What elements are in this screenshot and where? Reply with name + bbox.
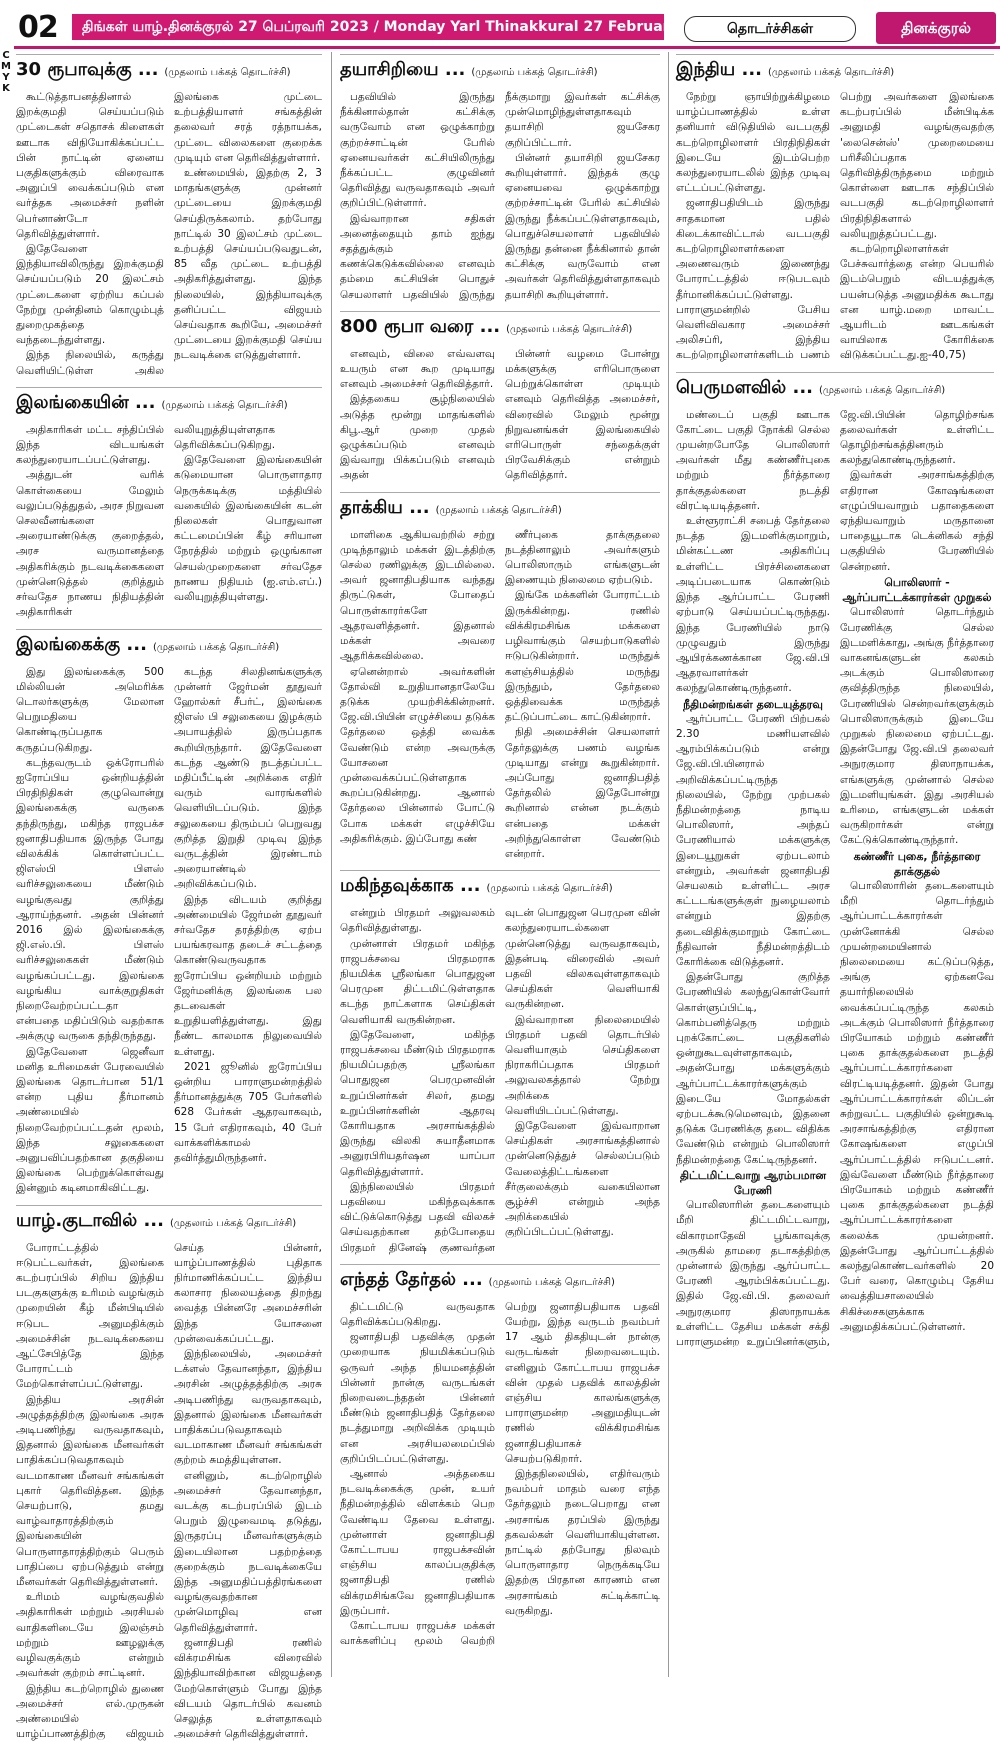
article-headline: [340, 1264, 660, 1294]
article: [16, 1205, 322, 1742]
paragraph: ஜனாதிபதி பதவிக்கு முதன் முறையாக நியமிக்கப்படும் ஒருவர் அந்த நியமனத்தின் பின்னர் நான்கு வருடங்கள் நிறைவடைந்ததன் பின்னர் மீண்டும் ஜனாதிபதித் தேர்தலை நடத்துமாறு அறிவிக்க முடியும் என அரசியலமைப்பில் குறிப்பிடப்பட்டுள்ளது.: [340, 1331, 495, 1465]
continuation-note: (முதலாம் பக்கத் தொடர்ச்சி): [471, 67, 598, 78]
article-body: [16, 665, 322, 1197]
paragraph: கடற்றொழிலாளர்கள் பேச்சுவார்த்தை என்ற பெயரில் இடம்பெறும் விடயத்துக்கு பயன்படுத்த அனுமதிக்க கூடாது என யாழ்.மறை மாவட்ட ஆயரிடம் ஊடகங்கள் வாயிலாக கோரிக்கை விடுக்கப்பட்டது.ஐ-40,75): [840, 243, 994, 362]
paragraph: ஏனென்றால் அவர்களின் தோல்வி உறுதியானதாலேயே தடுக்க முயற்சிக்கின்றனர். ஜே.வி.பியின் எழுச்சியை தடுக்க தேர்தலை ஒத்தி வைக்க வேண்டும் என்ற அவருக்கு யோசனை முன்வைக்கப்பட்டுள்ளதாக கூறப்படுகின்றது. ஆனால் தேர்தலை பின்னால் போட்டு போக மக்கள் எழுச்சியே அதிகரிக்கும். இப்போது கண்: [340, 665, 495, 845]
paragraph: இவ்வாறான நிலைமையில் பிரதமர் பதவி தொடர்பில் வெளியாகும் செய்திகளை நிராகரிப்பதாக பிரதமர் அலுவலகத்தால் நேற்று அறிக்கை வெளியிடப்பட்டுள்ளது.: [505, 1013, 660, 1117]
column-middle: [340, 52, 660, 1677]
article: [340, 870, 660, 1256]
headline-text: மகிந்தவுக்காக ...: [340, 875, 481, 897]
paragraph: இந்நிலையில், அமைச்சர் டக்ளஸ் தேவானந்தா, இந்திய அரசின் அழுத்தத்திற்கு அரசு அடிபணிந்து வருவதாகவும், இதனால் இலங்கை மீனவர்கள் பாதிக்கப்படுவதாகவும் வடமாகாண மீனவர் சங்கங்கள் குற்றம் சுமத்தியுள்ளன.: [174, 1348, 322, 1467]
headline-text: இந்திய ...: [676, 59, 763, 80]
paragraph: நேற்று ஞாயிற்றுக்கிழமை யாழ்ப்பாணத்தில் உள்ள தனியார் விடுதியில் வடபகுதி கடற்றொழிலாளர் பிரதிநிதிகள் இடையே இடம்பெற்ற கலந்துரையாடலில் இந்த முடிவு எட்டப்பட்டுள்ளது.: [676, 91, 830, 195]
paragraph: இந்திய அரசின் அழுத்தத்திற்கு இலங்கை அரசு அடிபணிந்து வருவதாகவும், இதனால் இலங்கை மீனவர்கள் பாதிக்கப்படுவதாகவும் வடமாகாண மீனவர் சங்கங்கள் புகார் தெரிவித்தன. இந்த செயற்பாடு, தமது வாழ்வாதாரத்திற்கும் இலங்கையின் பொருளாதாரத்திற்கும் பெரும் பாதிப்பை ஏற்படுத்தும் என்று மீனவர்கள் தெரிவித்துள்ளனர்.: [16, 1393, 164, 1589]
headline-text: தயாசிறியை ...: [340, 59, 466, 80]
continuation-note: (முதலாம் பக்கத் தொடர்ச்சி): [488, 1276, 615, 1288]
article-body: [16, 423, 322, 621]
paragraph: கூட்டுத்தாபனத்தினால் இறக்குமதி செய்யப்படும் முட்டைகள் சதொசக் கிளைகள் ஊடாக விநியோகிக்கப்பட்ட பின் நாட்டின் ஏனைய பகுதிகளுக்கும் விரைவாக அனுப்பி வைக்கப்படும் என வர்த்தக அமைச்சர் நளின் பெர்னாண்டோ தெரிவித்துள்ளார்.: [16, 91, 164, 240]
article-headline: [676, 54, 994, 84]
article-headline: [340, 311, 660, 341]
article-headline: [16, 387, 322, 417]
headline-text: 30 ரூபாவுக்கு ...: [16, 59, 159, 80]
paragraph: முன்னாள் பிரதமர் மகிந்த ராஜபக்சவை பிரதமராக நியமிக்க ஸ்ரீலங்கா பொதுஜன பெரமுன திட்டமிட்டுள்ளதாக கடந்த நாட்களாக செய்திகள் வெளியாகி வருகின்றன.: [340, 937, 495, 1026]
paragraph: உள்ளூராட்சி சபைத் தேர்தலை நடத்த இடமளிக்குமாறும், மின்கட்டண அதிகரிப்பு உள்ளிட்ட பிரச்சினைகளை அடிப்படையாக கொண்டும் இந்த ஆர்ப்பாட்ட பேரணி ஏற்பாடு செய்யப்பட்டிருந்தது. இந்த பேரணியில் நாடு முழுவதும் இருந்து ஆயிரக்கணக்கான ஜே.வி.பி ஆதரவாளர்கள் கலந்துகொண்டிருந்தனர்.: [676, 515, 830, 695]
paragraph: ஜனாதிபதி ரணில் விக்ரமசிங்க விரைவில் இந்தியாவிற்கான விஜயத்தை மேற்கொள்ளும் போது இந்த விடயம் தொடர்பில் கவனம் செலுத்த உள்ளதாகவும் அமைச்சர் தெரிவித்துள்ளார்.: [174, 1636, 322, 1741]
paragraph: இதேவேளை இலங்கையின் கடுமையான பொருளாதார நெருக்கடிக்கு மத்தியில் வகையில் இலங்கையின் கடன் நிலைகள் பொதுவான கட்டமைப்பின் கீழ் சரியான நேரத்தில் மற்றும் ஒழுங்கான செயல்முறைகளை சர்வதேச நாணய நிதியம் (ஐ.எம்.எப்.) வலியுறுத்தியுள்ளது.: [174, 454, 322, 604]
paragraph: இது இலங்கைக்கு 500 மில்லியன் அமெரிக்க டொலர்களுக்கு மேலான பெறுமதியை கொண்டிருப்பதாக கருதப்படுகிறது.: [16, 665, 164, 754]
paragraph: ஆர்ப்பாட்ட பேரணி பிற்பகல் 2.30 மணியளவில் ஆரம்பிக்கப்படும் என்று ஜே.வி.பி.யினரால் அறிவிக்கப்பட்டிருந்த நிலையில், நேற்று முற்பகல் நீதிமன்றத்தை நாடிய பொலிஸார், அந்தப் பேரணியால் மக்களுக்கு இடையூறுகள் ஏற்படலாம் என்றும், அவர்கள் ஜனாதிபதி செயலகம் உள்ளிட்ட அரச கட்டடங்களுக்குள் நுழையலாம் என்றும் இதற்கு தடைவிதிக்குமாறும் கோட்டை நீதிவான் நீதிமன்றத்திடம் கோரிக்கை விடுத்தனர்.: [676, 712, 830, 968]
paragraph: பொலிஸார் தொடர்ந்தும் பேரணிக்கு செல்ல இடமளிக்காது, அங்கு நீர்த்தாரை வாகனங்களுடன் கலகம் அடக்கும் பொலிஸாரை குவித்திருந்த நிலையில், பேரணியில் சென்றவர்களுக்கும் பொலிஸாருக்கும் இடையே முறுகல் நிலைமை ஏற்பட்டது. இதன்போது ஜே.வி.பி தலைவர் அநுரகுமார திஸாநாயக்க, எங்களுக்கு முன்னால் செல்ல இடமளியுங்கள். இது அரசியல் உரிமை, எங்களுடன் மக்கள் வருகிறார்கள் என்று கேட்டுக்கொண்டிருந்தார்.: [840, 606, 994, 847]
subheading: நீதிமன்றங்கள் தடையுத்தரவு: [683, 697, 823, 711]
paragraph: அத்துடன் வரிக் கொள்கையை மேலும் வலுப்படுத்துதல், அரச நிறுவன செலவீனங்களை அரையாண்டுக்கு குறைத்தல், அரச வருமானத்தை அதிகரிக்கும் நடவடிக்கைகளை முன்னெடுத்தல் குறித்தும் சர்வதேச நாணய நிதியத்தின் அதிகாரிகள் வலியுறுத்தியுள்ளதாக தெரிவிக்கப்படுகிறது.: [16, 423, 276, 619]
paragraph: எனினும், கடற்றொழில் அமைச்சர் தேவானந்தா, வடக்கு கடற்பரப்பில் இடம் பெறும் இழுவைமடி தடுத்து, இருதரப்பு மீனவர்களுக்கும் இடையிலான பதற்றத்தை குறைக்கும் நடவடிக்கையே இந்த அனுமதிப்பத்திரங்களை வழங்குவதற்கான முன்மொழிவு என தெரிவித்துள்ளார்.: [174, 1469, 322, 1634]
paragraph: இதேவேளை இவ்வாறான செய்திகள் அரசாங்கத்தினால் முன்னெடுத்துச் செல்லப்படும் வேலைத்திட்டங்களை சீர்குலைக்கும் வகையிலான சூழ்ச்சி என்றும் அந்த அறிக்கையில் குறிப்பிடப்பட்டுள்ளது.: [505, 1119, 660, 1239]
page-header: [14, 10, 1000, 49]
continuation-note: (முதலாம் பக்கத் தொடர்ச்சி): [768, 67, 895, 78]
paragraph: பொலிஸாரின் தடைகளையும் மீறி திட்டமிட்டவாறு, விகாரமாதேவி பூங்காவுக்கு அருகில் தாமரை தடாகத்திற்கு முன்னால் இருந்து ஆர்ப்பாட்ட பேரணி ஆரம்பிக்கப்பட்டது. இதில் ஜே.வி.பி. தலைவர் அநுரகுமார திஸாநாயக்க உள்ளிட்ட தேசிய மக்கள் சக்தி பாராளுமன்ற உறுப்பினர்களும், ஜே.வி.பியின் தொழிற்சங்க தலைவர்கள் உள்ளிட்ட தொழிற்சங்கத்தினரும் கலந்துகொண்டிருந்தனர்.: [676, 408, 994, 1349]
newspaper-logo: தினக்குரல்: [876, 12, 996, 44]
paragraph: பதவியில் இருந்து நீக்கினால்தான் கட்சிக்கு வருவோம் என ஒழுக்காற்று குற்றச்சாட்டின் பேரில் ஏனையவர்கள் கட்சியிலிருந்து நீக்கப்பட்ட குழுவினர் தெரிவித்து வருவதாகவும் அவர் குறிப்பிட்டுள்ளார்.: [340, 91, 495, 210]
paragraph: கடந்த சிலதினங்களுக்கு முன்னர் ஜேர்மன் தூதுவர் ஹோல்கர் சீபர்ட், இலங்கை ஜிஎஸ் பி சலுகையை இழக்கும் அபாயத்தில் இருப்பதாக கூறியிருந்தார். இதேவேளை கடந்த ஆண்டு நடத்தப்பட்ட மதிப்பீட்டின் அறிக்கை எதிர் வரும் வாரங்களில் வெளியிடப்படும். இந்த சலுகையை திரும்பப் பெறுவது குறித்த இறுதி முடிவு இந்த வருடத்தின் இரண்டாம் அரையாண்டில் அறிவிக்கப்படும்.: [174, 665, 322, 891]
headline-text: பெருமளவில் ...: [676, 376, 814, 398]
paragraph: திட்டமிட்டு வருவதாக தெரிவிக்கப்படுகிறது.: [340, 1300, 495, 1329]
headline-text: எந்தத் தேர்தல் ...: [340, 1268, 483, 1290]
paragraph: இந்நிலையில் பிரதமர் பதவியை மகிந்தவுக்காக விட்டுக்கொடுத்து பதவி விலகச் செய்வதற்கான தற்போதைய பிரதமர் தினேஷ் குணவர்தன வுடன் பொதுஜன பெரமுன வின் கலந்துரையாடல்களை முன்னெடுத்து வருவதாகவும், இதன்படி விரைவில் அவர் பதவி விலகவுள்ளதாகவும் செய்திகள் வெளியாகி வருகின்றன.: [340, 907, 660, 1254]
article-body: [676, 408, 994, 1351]
article-body: [340, 1300, 660, 1650]
article: [676, 372, 994, 1351]
paragraph: அதிகாரிகள் மட்ட சந்திப்பில் இந்த விடயங்கள் கலந்துரையாடப்பட்டுள்ளது.: [16, 423, 164, 467]
article: [340, 492, 660, 862]
paragraph: 2021 ஜூனில் ஐரோப்பிய ஒன்றிய பாராளுமன்றத்தில் தீர்மானத்துக்கு 705 பேர்களில் 628 பேர்கள் ஆதரவாகவும், 15 பேர் எதிராகவும், 40 பேர் வாக்களிக்காமல் தவிர்த்துமிருந்தனர்.: [174, 1060, 322, 1164]
continuation-note: (முதலாம் பக்கத் தொடர்ச்சி): [435, 504, 562, 516]
paragraph: ஜனாதிபதியிடம் இருந்து சாதகமான பதில் கிடைக்காவிட்டால் வடபகுதி கடற்றொழிலாளர்களை அணைவரும் இணைந்து போராட்டத்தில் ஈடுபடவும் தீர்மானிக்கப்பட்டுள்ளது. பாராளுமன்றில் பேசிய வெளிவிவகார அமைச்சர் அலிசப்ரி, இந்திய கடற்றொழிலாளர்களிடம் பணம் பெற்று அவர்களை இலங்கை கடற்பரப்பில் மீன்பிடிக்க அனுமதி வழங்குவதற்கு 'லைசென்ஸ்' முறைமையை பரிசீலிப்பதாக தெரிவித்திருந்தமை மற்றும் கொள்ளை ஊடாக சந்திப்பில் வடபகுதி கடற்றொழிலாளர் பிரதிநிதிகளால் வலியுறுத்தப்பட்டது.: [676, 91, 994, 362]
paragraph: இவ்வாறான சதிகள் அனைத்தையும் தாம் ஐந்து சதத்துக்கும் கணக்கெடுக்கவில்லை எனவும் தம்மை கட்சியின் பொதுச் செயலாளர் பதவியில் இருந்து நீக்குமாறு இவர்கள் கட்சிக்கு முன்மொழிந்துள்ளதாகவும் தயாசிறி ஜயசேகர குறிப்பிட்டார்.: [340, 91, 660, 301]
paragraph: இந்த நிலையில், கருத்து வெளியிட்டுள்ள அகில இலங்கை முட்டை உற்பத்தியாளர் சங்கத்தின் தலைவர் சரத் ரத்நாயக்க, முட்டை விலைகளை குறைக்க முடியும் என தெரிவித்துள்ளார்.: [16, 91, 322, 377]
subheading: பொலிஸார் - ஆர்ப்பாட்டக்காரர்கள் முறுகல்: [842, 575, 992, 605]
paragraph: இந்திய கடற்றொழில் துணை அமைச்சர் எல்.முருகன் அண்மையில் யாழ்ப்பாணத்திற்கு விஜயம் செய்த பின்னர், யாழ்ப்பாணத்தில் புதிதாக நிர்மாணிக்கப்பட்ட இந்திய கலாசார நிலையத்தை திறந்து வைத்த பின்னரே அமைச்சரின் இந்த யோசனை முன்வைக்கப்பட்டது.: [16, 1241, 322, 1741]
continuation-note: (முதலாம் பக்கத் தொடர்ச்சி): [486, 883, 613, 895]
paragraph: என்றும் பிரதமர் அலுவலகம் தெரிவித்துள்ளது.: [340, 907, 495, 935]
cmyk-y: Y: [2, 72, 10, 83]
article: [340, 54, 660, 303]
article-headline: [340, 870, 660, 900]
paragraph: பொலிஸாரின் தடைகளையும் மீறி தொடர்ந்தும் ஆர்ப்பாட்டக்காரர்கள் முன்னோக்கி செல்ல முயன்றமையினால் நிலைமையை கட்டுப்படுத்த, அங்கு ஏற்கனவே தயார்நிலையில் வைக்கப்பட்டிருந்த கலகம் அடக்கும் பொலிஸார் நீர்த்தாரை பிரயோகம் மற்றும் கண்ணீர் புகை தாக்குதல்களை நடத்தி ஆர்ப்பாட்டக்காரர்களை விரட்டியடித்தனர். இதன் போது ஆர்ப்பாட்டக்காரர்கள் லிப்டன் சுற்றுவட்ட பகுதியில் ஒன்றுகூடி அரசாங்கத்திற்கு எதிரான கோஷங்களை எழுப்பி ஆர்ப்பாட்டத்தில் ஈடுபட்டனர். இவ்வேளை மீண்டும் நீர்த்தாரை பிரயோகம் மற்றும் கண்ணீர் புகை தாக்குதல்களை நடத்தி ஆர்ப்பாட்டக்காரர்களை கலைக்க முயன்றனர். இதன்போது ஆர்ப்பாட்டத்தில் கலந்துகொண்டவர்களில் 20 பேர் வரை, கொழும்பு தேசிய வைத்தியசாலையில் சிகிச்சைகளுக்காக அனுமதிக்கப்பட்டுள்ளனர்.: [840, 879, 994, 1333]
column-right: [676, 52, 994, 1677]
paragraph: உண்மையில், இதற்கு 2, 3 மாதங்களுக்கு முன்னர் முட்டையை இறக்குமதி செய்திருக்கலாம். தற்போது நாட்டில் 30 இலட்சம் முட்டை உற்பத்தி செய்யப்படுவதுடன், 85 வீத முட்டை உற்பத்தி அதிகரித்துள்ளது. இந்த நிலையில், இந்தியாவுக்கு தனிப்பட்ட விஜயம் செய்வதாக கூறியே, அமைச்சர் முட்டையை இறக்குமதி செய்ய நடவடிக்கை எடுத்துள்ளார்.: [174, 167, 322, 362]
article-headline: [340, 54, 660, 84]
paragraph: பின்னர் தயாசிறி ஜயசேகர கூறியுள்ளார். இந்தக் குழு ஏனையவை ஒழுக்காற்று குற்றச்சாட்டின் பேரில் கட்சியில் இருந்து நீக்கப்பட்டுள்ளதாகவும், பொதுச்செயலாளர் பதவியில் இருந்து தன்னை நீக்கினால் தான் கட்சிக்கு வருவோம் என அவர்கள் தெரிவித்துள்ளதாகவும் தயாசிறி கூறியுள்ளார்.: [505, 151, 660, 301]
paragraph: மாளிகை ஆகியவற்றில் சற்று முடிந்தாலும் மக்கள் இடத்திற்கு செல்ல ரணிலுக்கு இடமில்லை. அவர் ஜனாதிபதியாக வந்தது திருட்டுகள், போதைப் பொருள்காரர்களே ஆதரவளித்தனர். இதனால் மக்கள் அவரை ஆதரிக்கவில்லை.: [340, 528, 495, 663]
paragraph: ணீர்புகை தாக்குதலை நடத்தினாலும் அவர்களும் பொலிஸாரும் எங்களுடன் இணையும் நிலைமை ஏற்படும்.: [505, 528, 660, 587]
paragraph: இதேவேளை, மகிந்த ராஜபக்சவை மீண்டும் பிரதமராக நியமிப்பதற்கு ஸ்ரீலங்கா பொதுஜன பெரமுனவின் உறுப்பினர்கள் சிலர், தமது உறுப்பினர்களின் ஆதரவு கோரியதாக அரசாங்கத்தில் இருந்து விலகி சுயாதீனமாக அனுரபிரியதர்ஷன யாப்பா தெரிவித்துள்ளார்.: [340, 1028, 495, 1178]
continuation-note: (முதலாம் பக்கத் தொடர்ச்சி): [169, 1217, 297, 1229]
column-left: [16, 52, 322, 1741]
paragraph: இந்த விடயம் குறித்து அண்மையில் ஜேர்மன் தூதுவர் சர்வதேச தரத்திற்கு ஏற்ப பயங்கரவாத தடைச் சட்டத்தை கொண்டுவருவதாக ஐரோப்பிய ஒன்றியம் மற்றும் ஜேர்மனிக்கு இலங்கை பல தடவைகள் உறுதியளித்துள்ளது. இது நீண்ட காலமாக நிலுவையில் உள்ளது.: [174, 893, 322, 1058]
article-body: [16, 90, 322, 379]
paragraph: இதேவேளை இந்தியாவிலிருந்து இறக்குமதி செய்யப்படும் 20 இலட்சம் முட்டைகளை ஏற்றிய கப்பல் நேற்று முன்தினம் கொழும்புத் துறைமுகத்தை வந்தடைந்துள்ளது.: [16, 243, 164, 347]
paragraph: ஆனால் அத்தகைய நடவடிக்கைக்கு முன், உயர் நீதிமன்றத்தில் விளக்கம் பெற வேண்டிய தேவை உள்ளது. முன்னாள் ஜனாதிபதி கோட்டாபய ராஜபக்சவின் எஞ்சிய காலப்பகுதிக்கு ஜனாதிபதி ரணில் விக்ரமசிங்கவே ஜனாதிபதியாக இருப்பார்.: [340, 1468, 495, 1617]
article: [16, 54, 322, 379]
continuation-note: (முதலாம் பக்கத் தொடர்ச்சி): [152, 641, 280, 653]
article-body: [16, 1241, 322, 1742]
cmyk-m: M: [1, 61, 11, 72]
article-headline: [16, 629, 322, 659]
headline-text: யாழ்.குடாவில் ...: [16, 1209, 164, 1231]
article: [16, 629, 322, 1197]
cmyk-c: C: [2, 50, 10, 61]
paragraph: கடந்தவருடம் ஒக்ரோபரில் ஐரோப்பிய ஒன்றியத்தின் பிரதிநிதிகள் குழுவொன்று இலங்கைக்கு வருகை தந்திருந்து, மகிந்த ராஜபக்ச ஜனாதிபதியாக இருந்த போது விலக்கிக் கொள்ளப்பட்ட ஜிஎஸ்பி பிளஸ் வரிச்சலுகையை மீண்டும் வழங்குவது குறித்து ஆராய்ந்தனர். அதன் பின்னர் 2016 இல் இலங்கைக்கு ஜி.எஸ்.பி. பிளஸ் வரிச்சலுகைகள் மீண்டும் வழங்கப்பட்டது. இலங்கை வழங்கிய வாக்குறுதிகள் நிறைவேற்றப்பட்டதா என்பதை மதிப்பிடும் வதற்காக அக்குழு வருகை தந்திருந்தது.: [16, 756, 164, 1043]
paragraph: இவர்கள் அரசாங்கத்திற்கு எதிரான கோஷங்களை எழுப்பியவாறும் பதாதைகளை ஏந்தியவாறும் மருதானை பாதையூடாக டெக்னிகல் சந்தி பகுதியில் பேரணியில் சென்றனர்.: [840, 469, 994, 573]
article-body: [340, 528, 660, 862]
section-label: தொடர்ச்சிகள்: [684, 16, 856, 42]
paragraph: போராட்டத்தில் ஈடுபட்டவர்கள், இலங்கை கடற்பரப்பில் சிறிய இந்திய படகுகளுக்கு உரிமம் வழங்கும் முறையின் கீழ் மீன்பிடியில் ஈடுபட அனுமதிக்கும் அமைச்சின் நடவடிக்கையை ஆட்சேபித்தே இந்த போராட்டம் மேற்கொள்ளப்பட்டுள்ளது.: [16, 1241, 164, 1391]
column-divider: [668, 52, 669, 1677]
article-body: [340, 906, 660, 1256]
dateline: திங்கள் யாழ்.தினக்குரல் 27 பெப்ரவரி 2023 / Monday Yarl Thinakkural 27 February 2023: [72, 14, 664, 40]
paragraph: இங்கே மக்களின் போராட்டம் இருக்கின்றது. ரணில் விக்கிரமசிங்க மக்களை பழிவாங்கும் செயற்பாடுகளில் ஈடுபடுகின்றார். மருந்துக் களஞ்சியத்தில் மருந்து இருந்தும், தேர்தலை ஒத்திவைக்க மருந்துத் தட்டுப்பாட்டை காட்டுகின்றார்.: [505, 589, 660, 724]
headline-text: தாக்கிய ...: [340, 496, 430, 518]
paragraph: பின்னர் வழமை போன்று மக்களுக்கு எரிபொருளை பெற்றுக்கொள்ள முடியும் எனவும் தெரிவித்த அமைச்சர், விரைவில் மேலும் மூன்று நிறுவனங்கள் இலங்கையில் எரிபொருள் சந்தைக்குள் பிரவேசிக்கும் என்றும் தெரிவித்தார்.: [505, 347, 660, 482]
page-number: 02: [18, 10, 58, 45]
column-divider: [331, 52, 332, 1677]
paragraph: உரிமம் வழங்குவதில் அதிகாரிகள் மற்றும் அரசியல் வாதிகளிடையே இலஞ்சம் மற்றும் ஊழலுக்கு வழிவகுக்கும் என்றும் அவர்கள் குற்றம் சாட்டினர்.: [16, 1591, 164, 1680]
paragraph: இத்தகைய சூழ்நிலையில் அடுத்த மூன்று மாதங்களில் கிபூ.ஆர் முறை முதல் ஒழுக்கப்படும் எனவும் இவ்வாறு பிக்கப்படும் எனவும் அதன்: [340, 393, 495, 482]
headline-text: இலங்கைக்கு ...: [16, 633, 147, 655]
paragraph: இந்தநிலையில், எதிர்வரும் நவம்பர் மாதம் வரை எந்த தேர்தலும் நடைபெறாது என அரசாங்க தரப்பில் இருந்து தகவல்கள் வெளியாகியுள்ளன. நாட்டில் தற்போது நிலவும் பொருளாதார நெருக்கடியே இதற்கு பிரதான காரணம் என அரசாங்கம் சுட்டிக்காட்டி வருகிறது.: [505, 1468, 660, 1617]
cmyk-marks: [0, 50, 12, 94]
article-body: [340, 90, 660, 303]
continuation-note: (முதலாம் பக்கத் தொடர்ச்சி): [164, 67, 291, 78]
subheading: கண்ணீர் புகை, நீர்த்தாரை தாக்குதல்: [853, 849, 981, 878]
article-headline: [676, 372, 994, 402]
paragraph: இதேவேளை ஜெனீவா மனித உரிமைகள் பேரவையில் இலங்கை தொடர்பான 51/1 என்ற புதிய தீர்மானம் அண்மையில் நிறைவேற்றப்பட்டதன் மூலம், இந்த சலுகைகளை அனுபவிப்பதற்கான தகுதியை இலங்கை பெற்றுக்கொள்வது இன்னும் கடினமாகிவிட்டது.: [16, 1045, 164, 1195]
paragraph: கோட்டாபய ராஜபக்ச மக்கள் வாக்களிப்பு மூலம் வெற்றி பெற்று ஜனாதிபதியாக பதவி யேற்று, இந்த வருடம் நவம்பர் 17 ஆம் திகதியுடன் நான்கு வருடங்கள் நிறைவடையும். எனினும் கோட்டாபய ராஜபக்ச வின் முதல் பதவிக் காலத்தின் எஞ்சிய காலங்களுக்கு பாராளுமன்ற அனுமதியுடன் ரணில் விக்கிரமசிங்க ஜனாதிபதியாகச் செயற்படுகிறார்.: [340, 1300, 660, 1648]
paragraph: இதன்போது குறித்த பேரணியில் கலந்துகொள்வோர் கொள்ளுப்பிட்டி, கொம்பனித்தெரு மற்றும் புறக்கோட்டை பகுதிகளில் ஒன்றுகூடவுள்ளதாகவும், அதன்போது மக்களுக்கும் ஆர்ப்பாட்டக்காரர்களுக்கும் இடையே மோதல்கள் ஏற்படக்கூடுமெனவும், இதனை தடுக்க பேரணிக்கு தடை விதிக்க வேண்டும் என்றும் பொலிஸார் நீதிமன்றத்தை கேட்டிருந்தனர்.: [676, 971, 830, 1166]
continuation-note: (முதலாம் பக்கத் தொடர்ச்சி): [161, 399, 288, 411]
article-body: [676, 90, 994, 364]
article-body: [340, 347, 660, 484]
subheading: திட்டமிட்டவாறு ஆரம்பமான பேரணி: [679, 1168, 827, 1198]
cmyk-k: K: [2, 83, 10, 94]
continuation-note: (முதலாம் பக்கத் தொடர்ச்சி): [819, 384, 946, 396]
paragraph: எனவும், விலை எவ்வளவு உயரும் என கூற முடியாது எனவும் அமைச்சர் தெரிவித்தார்.: [340, 347, 495, 391]
article: [340, 1264, 660, 1650]
paragraph: நிதி அமைச்சின் செயலாளர் தேர்தலுக்கு பணம் வழங்க முடியாது என்று கூறுகின்றார். அப்போது ஜனாதிபதித் தேர்தலில் இதேபோன்று கூறினால் என்ன நடக்கும் என்பதை மக்கள் அறிந்துகொள்ள வேண்டும் என்றார்.: [505, 726, 660, 860]
article: [340, 311, 660, 484]
article: [16, 387, 322, 621]
article: [676, 54, 994, 364]
headline-text: இலங்கையின் ...: [16, 391, 156, 413]
paragraph: மண்டைப் பகுதி ஊடாக கோட்டை பகுதி நோக்கி செல்ல முயன்றபோதே பொலிஸார் அவர்கள் மீது கண்ணீர்புகை மற்றும் நீர்த்தாரை தாக்குதல்களை நடத்தி விரட்டியடித்தனர்.: [676, 408, 830, 512]
article-headline: [340, 492, 660, 522]
article-headline: [16, 1205, 322, 1235]
continuation-note: (முதலாம் பக்கத் தொடர்ச்சி): [506, 323, 633, 335]
headline-text: 800 ரூபா வரை ...: [340, 315, 501, 337]
article-headline: [16, 54, 322, 84]
